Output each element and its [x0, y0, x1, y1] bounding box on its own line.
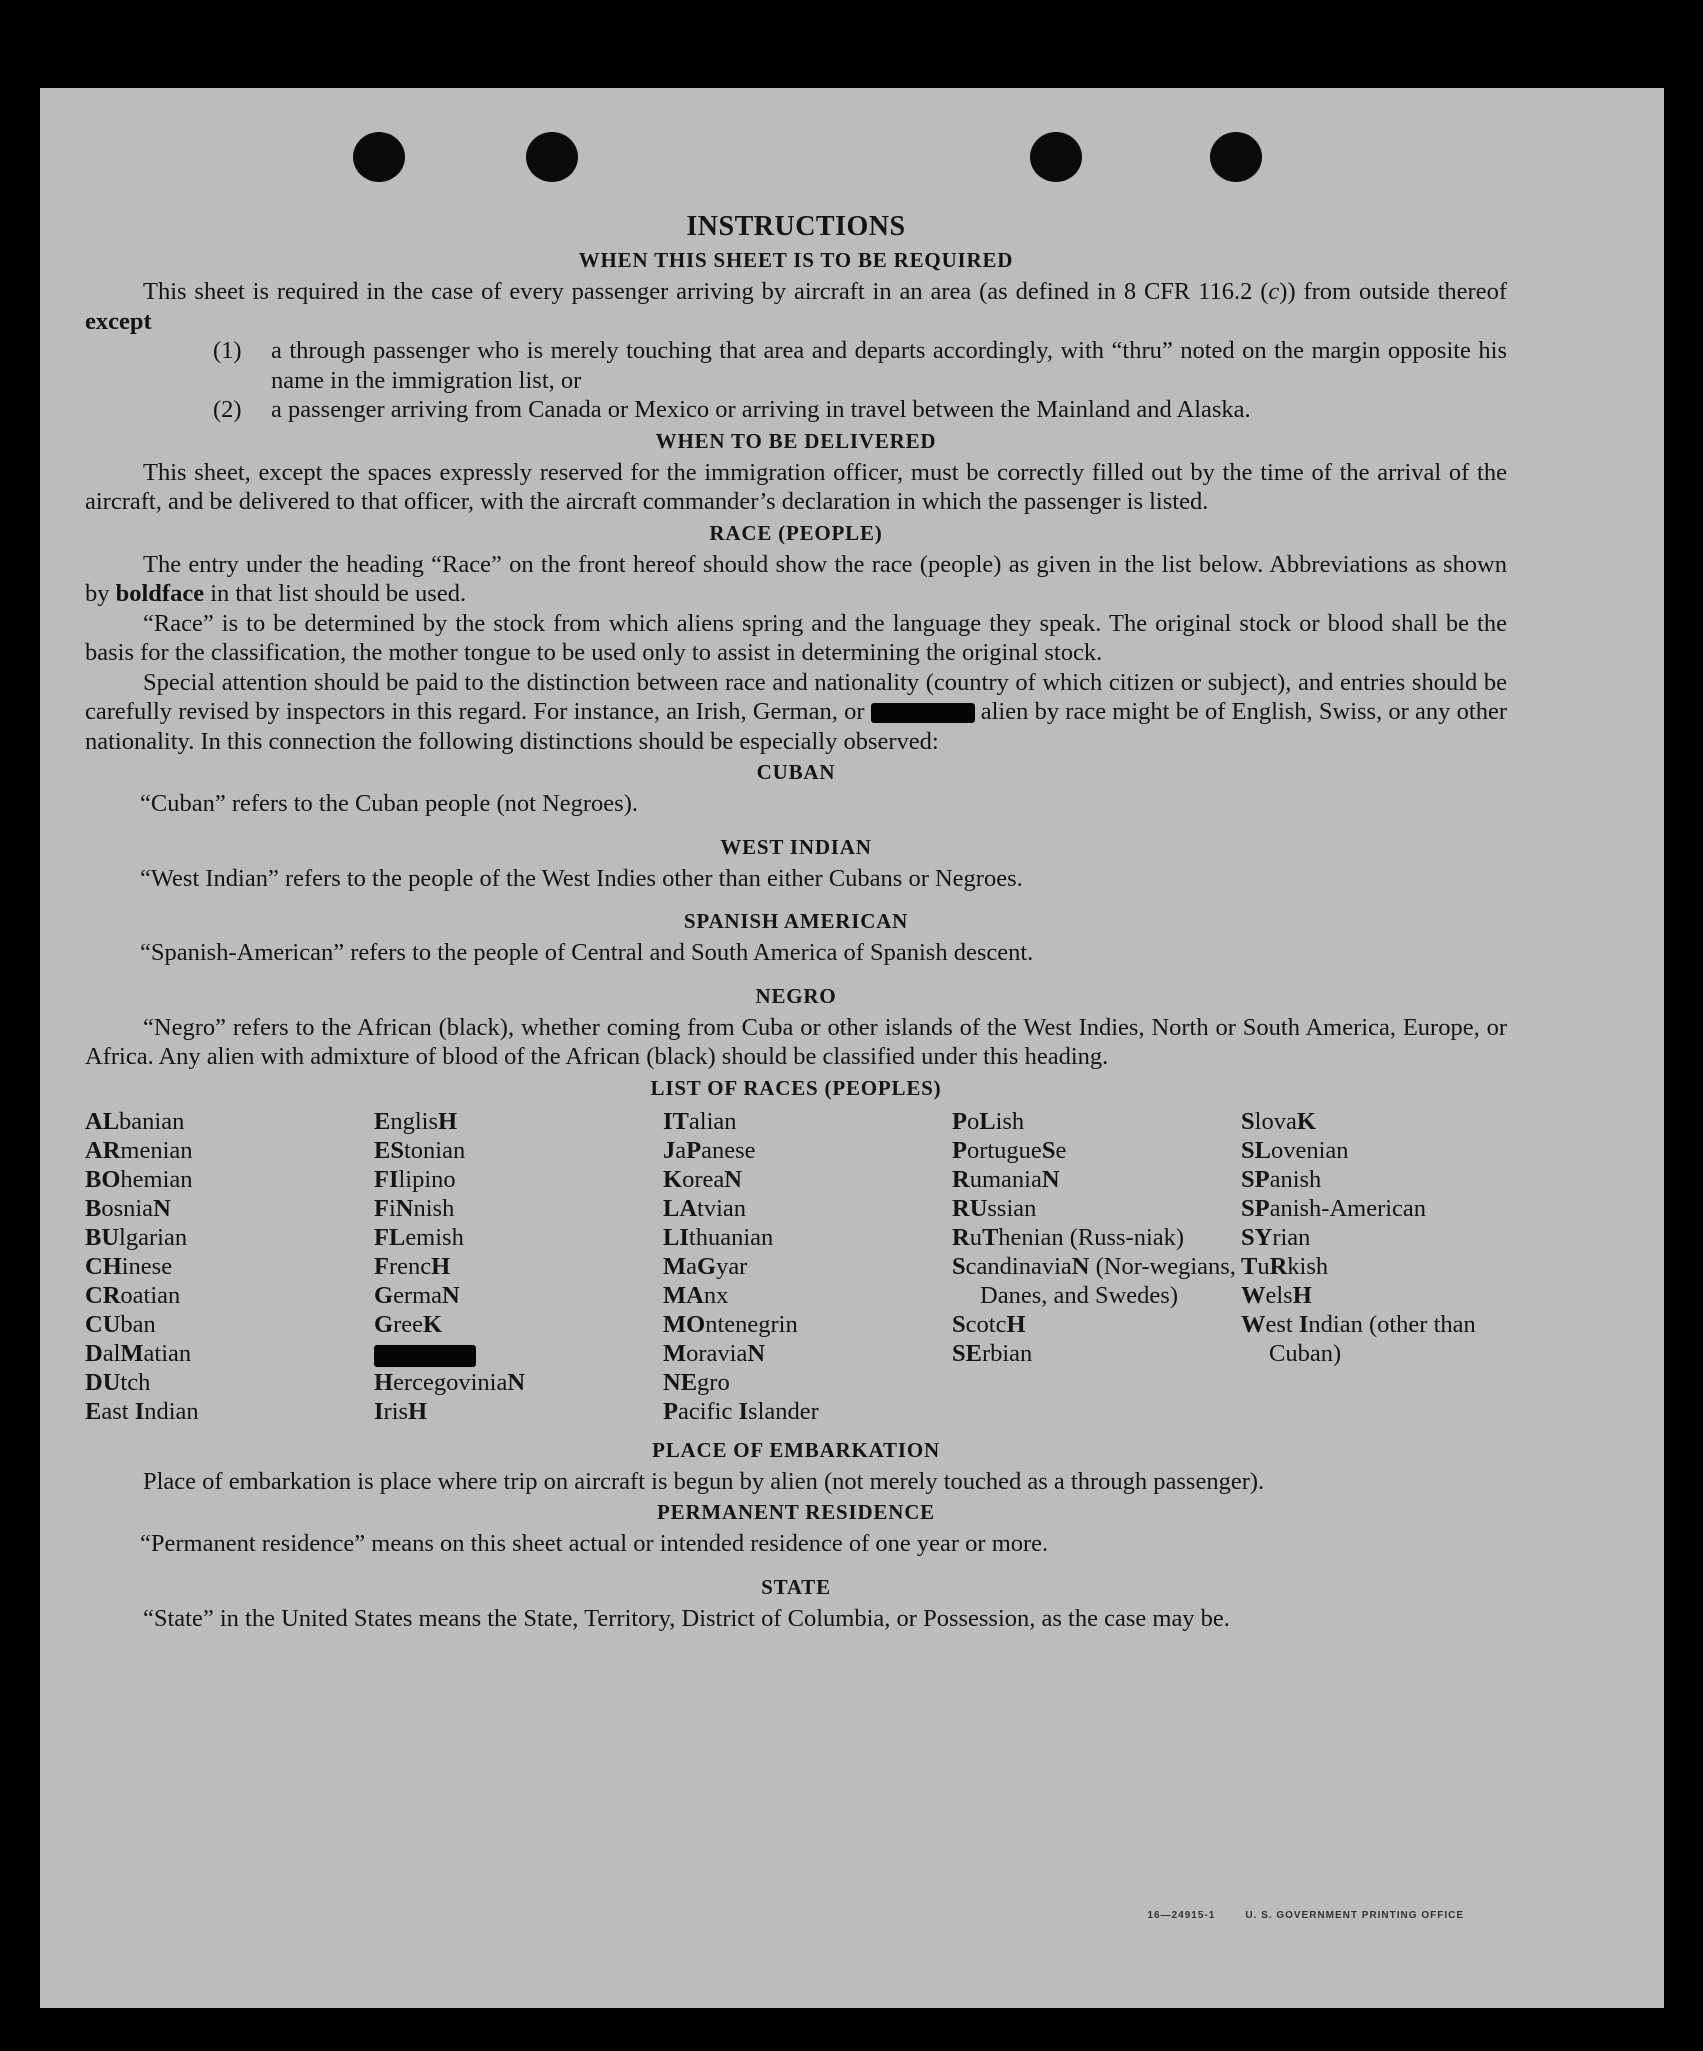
race-abbreviation: P [686, 1136, 702, 1164]
race-p1-post: in that list should be used. [204, 580, 467, 607]
intro-subsection: c [1268, 278, 1280, 305]
heading-spanish-american: SPANISH AMERICAN [683, 909, 909, 933]
race-abbreviation: MO [663, 1310, 706, 1338]
race-name-part: al [102, 1339, 121, 1367]
race-item [663, 1281, 952, 1310]
race-name-part: anish-American [1269, 1194, 1427, 1222]
race-item [85, 1107, 374, 1136]
race-item [85, 1281, 374, 1310]
form-number: 16—24915-1 [1147, 1910, 1216, 1921]
heading-when-required: WHEN THIS SHEET IS TO BE REQUIRED [578, 248, 1014, 272]
race-abbreviation: S [1041, 1136, 1056, 1164]
exception-number: (2) [213, 396, 242, 423]
race-name-part: banian [119, 1107, 185, 1135]
race-item [85, 1310, 374, 1339]
race-abbreviation: E [374, 1107, 391, 1135]
race-item [952, 1223, 1241, 1252]
race-name-part: lipino [398, 1165, 456, 1193]
race-item [85, 1252, 374, 1281]
races-column [85, 1107, 374, 1426]
race-abbreviation: RU [952, 1194, 988, 1222]
race-p1-text: The entry under the heading “Race” on the front hereof should show the race (people) as given in the list below. Abbreviations as shown by [85, 550, 1507, 607]
race-item [374, 1252, 663, 1281]
race-abbreviation: P [952, 1107, 967, 1135]
race-abbreviation: H [1006, 1310, 1026, 1338]
race-item [952, 1252, 1241, 1310]
race-name-part: rbian [981, 1339, 1033, 1367]
race-abbreviation: N [1071, 1252, 1090, 1280]
race-abbreviation: N [507, 1368, 526, 1396]
heading-list-of-races: LIST OF RACES (PEOPLES) [650, 1075, 942, 1100]
race-abbreviation: N [395, 1194, 414, 1222]
heading-permanent-residence: PERMANENT RESIDENCE [657, 1500, 935, 1524]
race-name-part: atian [143, 1339, 192, 1367]
race-abbreviation: H [408, 1397, 428, 1425]
race-name-part: i [388, 1194, 396, 1222]
race-item [663, 1107, 952, 1136]
race-item [374, 1107, 663, 1136]
race-abbreviation: K [1296, 1107, 1316, 1135]
race-name-part: umania [969, 1165, 1042, 1193]
race-abbreviation: H [431, 1252, 451, 1280]
race-name-part: slander [748, 1397, 819, 1425]
race-name-part: tch [120, 1368, 151, 1396]
race-name-part: ovenian [1270, 1136, 1349, 1164]
race-name-part: e [1055, 1136, 1067, 1164]
race-name-part: ree [393, 1310, 423, 1338]
punch-hole [1030, 132, 1082, 182]
negro-definition: “Negro” refers to the African (black), whether coming from Cuba or other islands of the West Indies, North or South America, Europe, or Africa. Any alien with admixture of blood of the African (black) should be classified under this heading. [85, 1013, 1507, 1070]
race-abbreviation: I [134, 1397, 145, 1425]
race-name-part: ban [120, 1310, 156, 1338]
race-name-part: menian [120, 1136, 193, 1164]
race-item [1241, 1165, 1530, 1194]
race-abbreviation: AL [85, 1107, 120, 1135]
race-paragraph-2: “Race” is to be determined by the stock from which aliens spring and the language they speak. The original stock or blood shall be the basis for the classification, the mother tongue to be used only to assist in determining the original stock. [85, 609, 1507, 666]
heading-place-of-embarkation: PLACE OF EMBARKATION [652, 1437, 940, 1462]
punch-hole [526, 132, 578, 182]
cuban-definition: “Cuban” refers to the Cuban people (not Negroes). [140, 790, 638, 817]
when-delivered-text: This sheet, except the spaces expressly reserved for the immigration officer, must be correctly filled out by the time of the arrival of the aircraft, and be delivered to that officer, with the aircraft commander’s declaration in which the passenger is listed. [85, 458, 1507, 515]
race-abbreviation: N [153, 1194, 171, 1222]
race-name-part: a [675, 1136, 687, 1164]
race-item [85, 1136, 374, 1165]
race-name-part: nglis [390, 1107, 438, 1135]
race-name-part: els [1265, 1281, 1293, 1309]
race-item [663, 1223, 952, 1252]
races-column [663, 1107, 952, 1426]
race-item [1241, 1281, 1530, 1310]
race-abbreviation: I [1298, 1310, 1309, 1338]
page-title: INSTRUCTIONS [686, 211, 906, 242]
race-item [374, 1368, 663, 1397]
race-p3-post: alien by race might be of English, Swiss, or any other nationality. In this connection the following distinctions should be especially observed: [85, 698, 1507, 755]
race-abbreviation: G [697, 1252, 717, 1280]
race-name-part: tonian [403, 1136, 466, 1164]
race-name-part: candinavia [965, 1252, 1072, 1280]
document-sheet [40, 88, 1664, 2008]
punch-hole [353, 132, 405, 182]
race-item [85, 1165, 374, 1194]
race-abbreviation: N [724, 1165, 742, 1193]
race-name-part: osnia [101, 1194, 154, 1222]
when-required-intro [85, 277, 1507, 336]
race-name-part: oravia [686, 1339, 748, 1367]
race-name-part: ndian [144, 1397, 199, 1425]
race-abbreviation: ES [374, 1136, 404, 1164]
race-abbreviation: SP [1241, 1194, 1270, 1222]
race-abbreviation: LA [663, 1194, 698, 1222]
heading-west-indian: WEST INDIAN [720, 834, 872, 859]
race-name-part: alian [688, 1107, 737, 1135]
race-abbreviation: K [422, 1310, 443, 1338]
race-name-part: acific [677, 1397, 739, 1425]
race-abbreviation: H [374, 1368, 394, 1396]
race-abbreviation: P [952, 1136, 967, 1164]
race-name-part: anese [701, 1136, 756, 1164]
race-item [374, 1165, 663, 1194]
race-abbreviation: K [663, 1165, 683, 1193]
race-abbreviation: I [738, 1397, 749, 1425]
race-item [663, 1310, 952, 1339]
race-abbreviation: CU [85, 1310, 121, 1338]
race-paragraph-3 [85, 668, 1507, 757]
race-abbreviation: N [747, 1339, 766, 1367]
race-p1-bold: boldface [115, 580, 205, 607]
race-item [374, 1310, 663, 1339]
race-abbreviation: FL [374, 1223, 406, 1251]
race-name-part: ercegovinia [393, 1368, 508, 1396]
race-item [663, 1165, 952, 1194]
race-item [374, 1194, 663, 1223]
race-name-part: cotc [965, 1310, 1007, 1338]
spanish-american-definition: “Spanish-American” refers to the people of Central and South America of Spanish descent. [140, 939, 1034, 966]
race-name-part: lgarian [119, 1223, 188, 1251]
heading-when-delivered: WHEN TO BE DELIVERED [655, 428, 937, 453]
race-abbreviation: F [374, 1194, 389, 1222]
race-name-part: lova [1254, 1107, 1297, 1135]
race-name-part: rian [1272, 1223, 1311, 1251]
race-name-part: yar [716, 1252, 748, 1280]
race-abbreviation: AR [85, 1136, 121, 1164]
race-abbreviation: H [438, 1107, 458, 1135]
race-item [663, 1339, 952, 1368]
race-abbreviation: DU [85, 1368, 121, 1396]
race-name-part: ast [101, 1397, 135, 1425]
intro-text-mid: )) from outside thereof [1279, 278, 1507, 305]
race-abbreviation: J [663, 1136, 676, 1164]
race-abbreviation: BU [85, 1223, 120, 1251]
race-item [1241, 1194, 1530, 1223]
race-name-part: ssian [987, 1194, 1037, 1222]
race-item [374, 1136, 663, 1165]
race-abbreviation: L [979, 1107, 996, 1135]
races-column [374, 1107, 663, 1426]
race-item [663, 1252, 952, 1281]
race-item [374, 1223, 663, 1252]
heading-negro: NEGRO [755, 983, 837, 1008]
races-column [1241, 1107, 1530, 1426]
race-name-part: ortugue [966, 1136, 1042, 1164]
race-abbreviation: SL [1241, 1136, 1271, 1164]
race-name-part: henian (Russ-niak) [998, 1223, 1185, 1251]
race-name-part: emish [405, 1223, 464, 1251]
race-abbreviation: R [952, 1165, 970, 1193]
instructions-content [85, 210, 1507, 1633]
race-abbreviation: H [1292, 1281, 1312, 1309]
race-item [1241, 1136, 1530, 1165]
race-item [85, 1339, 374, 1368]
race-item [1241, 1310, 1530, 1368]
punch-hole [1210, 132, 1262, 182]
race-abbreviation: M [663, 1339, 687, 1367]
state-text: “State” in the United States means the State, Territory, District of Columbia, or Possession, as the case may be. [143, 1604, 1230, 1632]
race-name-part: gro [697, 1368, 730, 1396]
race-name-part: renc [388, 1252, 432, 1280]
race-abbreviation: S [952, 1310, 966, 1338]
race-abbreviation: CH [85, 1252, 122, 1280]
exception-text: a through passenger who is merely touching that area and departs accordingly, with “thru” noted on the margin opposite his name in the immigration list, or [271, 337, 1507, 394]
race-name-part: (Nor-wegians, Danes, and Swedes) [980, 1252, 1236, 1309]
race-item [952, 1136, 1241, 1165]
race-abbreviation: IT [663, 1107, 689, 1135]
race-name-part: hemian [120, 1165, 193, 1193]
heading-cuban: CUBAN [756, 760, 836, 784]
race-item [1241, 1107, 1530, 1136]
race-abbreviation: T [981, 1223, 999, 1251]
redaction-mark [374, 1345, 476, 1367]
race-abbreviation: BO [85, 1165, 121, 1193]
race-abbreviation: B [85, 1194, 102, 1222]
race-paragraph-1 [85, 550, 1507, 609]
race-name-part: ris [383, 1397, 409, 1425]
race-abbreviation: P [663, 1397, 678, 1425]
race-abbreviation: SP [1241, 1165, 1270, 1193]
race-name-part: ish [995, 1107, 1025, 1135]
race-abbreviation: NE [663, 1368, 698, 1396]
race-item [663, 1368, 952, 1397]
heading-race: RACE (PEOPLE) [709, 520, 883, 545]
exception-number: (1) [213, 337, 242, 364]
race-name-part: tvian [697, 1194, 747, 1222]
printer-name: U. S. GOVERNMENT PRINTING OFFICE [1245, 1910, 1464, 1921]
race-abbreviation: W [1241, 1281, 1266, 1309]
race-abbreviation: S [1241, 1107, 1255, 1135]
race-abbreviation: MA [663, 1281, 704, 1309]
race-abbreviation: SE [952, 1339, 982, 1367]
race-abbreviation: M [120, 1339, 144, 1367]
exception-item [213, 336, 1507, 395]
race-item [85, 1368, 374, 1397]
race-name-part: erma [393, 1281, 443, 1309]
west-indian-definition: “West Indian” refers to the people of the West Indies other than either Cubans or Negroes. [140, 864, 1023, 892]
race-item [663, 1194, 952, 1223]
race-abbreviation: CR [85, 1281, 121, 1309]
permanent-residence-text: “Permanent residence” means on this sheet actual or intended residence of one year or more. [140, 1530, 1049, 1557]
race-abbreviation: M [663, 1252, 687, 1280]
race-item [85, 1223, 374, 1252]
race-abbreviation: T [1241, 1252, 1258, 1280]
intro-except: except [85, 307, 152, 335]
race-name-part: a [686, 1252, 697, 1280]
race-name-part: anish [1269, 1165, 1322, 1193]
race-item [374, 1397, 663, 1426]
race-item [952, 1107, 1241, 1136]
heading-state: STATE [761, 1574, 831, 1599]
race-item [952, 1339, 1241, 1368]
races-list [85, 1107, 1507, 1426]
race-item [663, 1397, 952, 1426]
race-abbreviation: S [952, 1252, 966, 1280]
exception-item [213, 395, 1507, 425]
race-name-part: thuanian [688, 1223, 774, 1251]
race-p3-text: Special attention should be paid to the distinction between race and nationality (country of which citizen or subject), and entries should be carefully revised by inspectors in this regard. For instance, an Irish, German, or [85, 668, 1507, 725]
intro-text: This sheet is required in the case of every passenger arriving by aircraft in an area (as defined in 8 CFR 116.2 ( [143, 278, 1269, 305]
race-name-part: oatian [120, 1281, 181, 1309]
redaction-mark [871, 703, 975, 723]
race-abbreviation: FI [374, 1165, 399, 1193]
race-abbreviation: F [374, 1252, 389, 1280]
race-item [1241, 1252, 1530, 1281]
race-abbreviation: I [374, 1397, 384, 1425]
race-name-part: o [966, 1107, 980, 1135]
race-name-part: u [969, 1223, 982, 1251]
race-item [952, 1165, 1241, 1194]
races-column [952, 1107, 1241, 1426]
race-name-part: est [1265, 1310, 1299, 1338]
race-item [1241, 1223, 1530, 1252]
race-abbreviation: W [1241, 1310, 1266, 1338]
race-item [663, 1136, 952, 1165]
race-item [85, 1397, 374, 1426]
race-abbreviation: G [374, 1281, 394, 1309]
printer-imprint [1147, 1910, 1464, 1921]
race-item [85, 1194, 374, 1223]
race-item [374, 1281, 663, 1310]
race-abbreviation: LI [663, 1223, 689, 1251]
exception-text: a passenger arriving from Canada or Mexico or arriving in travel between the Mainland and Alaska. [271, 396, 1251, 423]
race-name-part: orea [682, 1165, 725, 1193]
race-abbreviation: N [1041, 1165, 1060, 1193]
race-name-part: ntenegrin [705, 1310, 798, 1338]
race-abbreviation: D [85, 1339, 103, 1367]
race-abbreviation: R [1269, 1252, 1288, 1280]
race-name-part: kish [1287, 1252, 1329, 1280]
race-item [952, 1194, 1241, 1223]
race-item [952, 1310, 1241, 1339]
race-name-part: u [1257, 1252, 1270, 1280]
race-abbreviation: SY [1241, 1223, 1273, 1251]
race-name-part: ndian (other than Cuban) [1269, 1310, 1476, 1367]
place-of-embarkation-text: Place of embarkation is place where trip on aircraft is begun by alien (not merely touched as a through passenger). [143, 1467, 1265, 1495]
race-abbreviation: N [442, 1281, 460, 1309]
race-name-part: nx [703, 1281, 729, 1309]
race-item [374, 1339, 663, 1368]
race-abbreviation: E [85, 1397, 102, 1425]
race-abbreviation: R [952, 1223, 970, 1251]
race-name-part: nish [413, 1194, 455, 1222]
race-name-part: inese [121, 1252, 173, 1280]
race-abbreviation: G [374, 1310, 394, 1338]
